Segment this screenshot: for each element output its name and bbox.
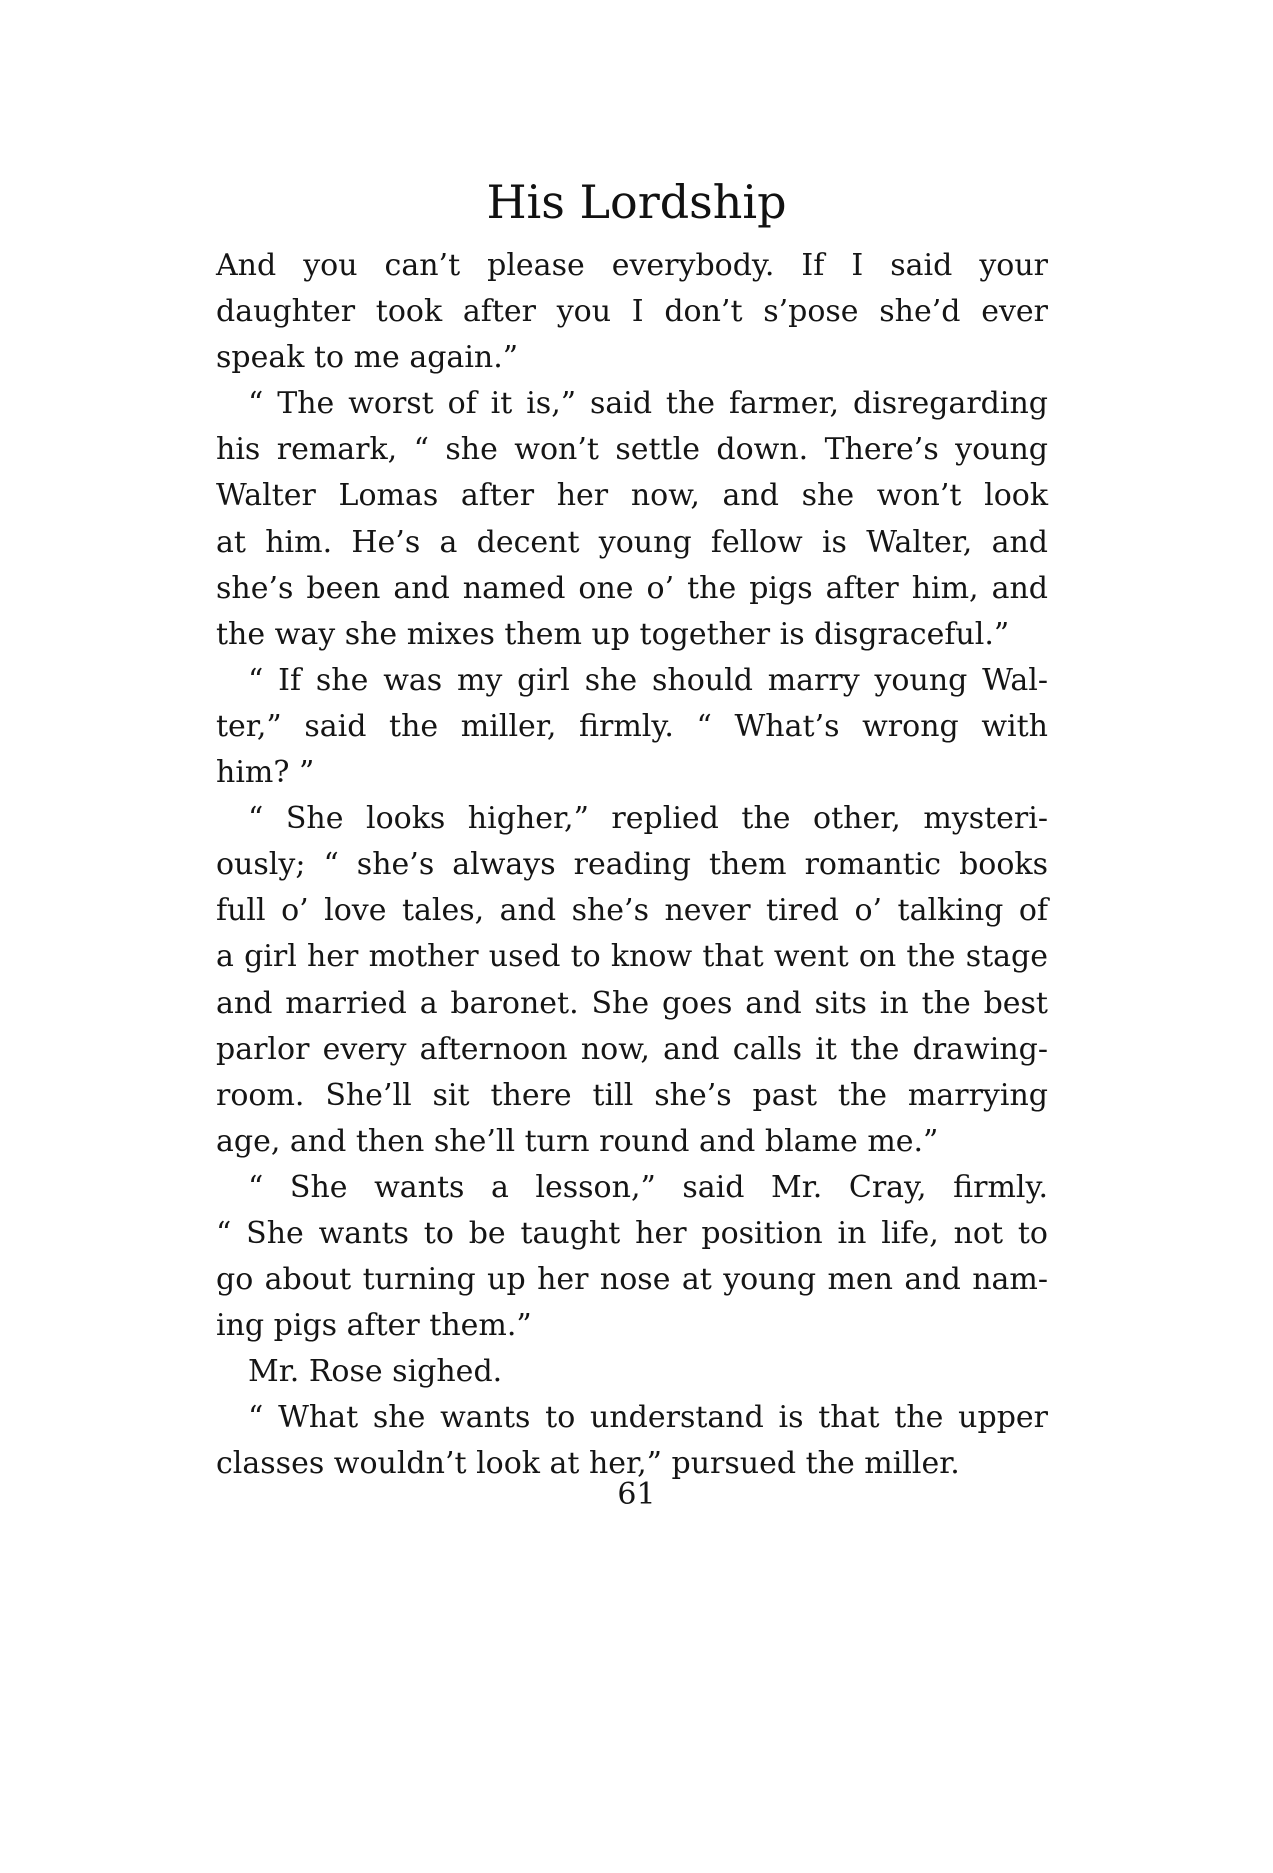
text-line: him? ”: [216, 755, 315, 791]
text-line: the way she mixes them up together is disgraceful.”: [216, 616, 1010, 652]
text-line: And you can’t please everybody. If I said your: [216, 248, 1048, 283]
text-line: ing pigs after them.”: [216, 1308, 532, 1344]
text-line: ter,” said the miller, firmly. “ What’s wrong with: [216, 708, 1048, 744]
running-head: His Lordship: [486, 175, 787, 229]
text-line: “ The worst of it is,” said the farmer, disregarding: [248, 386, 1048, 422]
text-line: daughter took after you I don’t s’pose she’d ever: [216, 294, 1048, 330]
text-line: Mr. Rose sighed.: [248, 1354, 503, 1390]
text-line: “ She looks higher,” replied the other, mysteri-: [248, 801, 1048, 837]
text-line: “ She wants to be taught her position in life, not to: [216, 1215, 1048, 1251]
text-line: she’s been and named one o’ the pigs after him, and: [216, 570, 1048, 606]
text-line: “ If she was my girl she should marry young Wal-: [248, 662, 1048, 698]
text-line: classes wouldn’t look at her,” pursued the miller.: [216, 1446, 960, 1482]
text-line: age, and then she’ll turn round and blame me.”: [216, 1123, 939, 1159]
page-number: 61: [617, 1477, 656, 1512]
text-line: “ She wants a lesson,” said Mr. Cray, firmly.: [248, 1169, 1048, 1205]
text-line: at him. He’s a decent young fellow is Walter, and: [216, 524, 1048, 560]
text-line: full o’ love tales, and she’s never tired o’ talking of: [216, 893, 1048, 929]
text-line: speak to me again.”: [216, 340, 519, 376]
text-line: Walter Lomas after her now, and she won’t look: [216, 478, 1048, 514]
text-line: “ What she wants to understand is that the upper: [248, 1400, 1048, 1436]
text-line: room. She’ll sit there till she’s past the marrying: [216, 1077, 1048, 1113]
text-line: ously; “ she’s always reading them romantic books: [216, 847, 1048, 883]
text-line: a girl her mother used to know that went on the stage: [216, 939, 1048, 975]
text-line: go about turning up her nose at young men and nam-: [216, 1262, 1048, 1298]
body-text: [216, 243, 1048, 1488]
text-line: and married a baronet. She goes and sits in the best: [216, 985, 1048, 1021]
text-line: parlor every afternoon now, and calls it the drawing-: [216, 1031, 1048, 1067]
text-line: his remark, “ she won’t settle down. There’s young: [216, 432, 1048, 468]
